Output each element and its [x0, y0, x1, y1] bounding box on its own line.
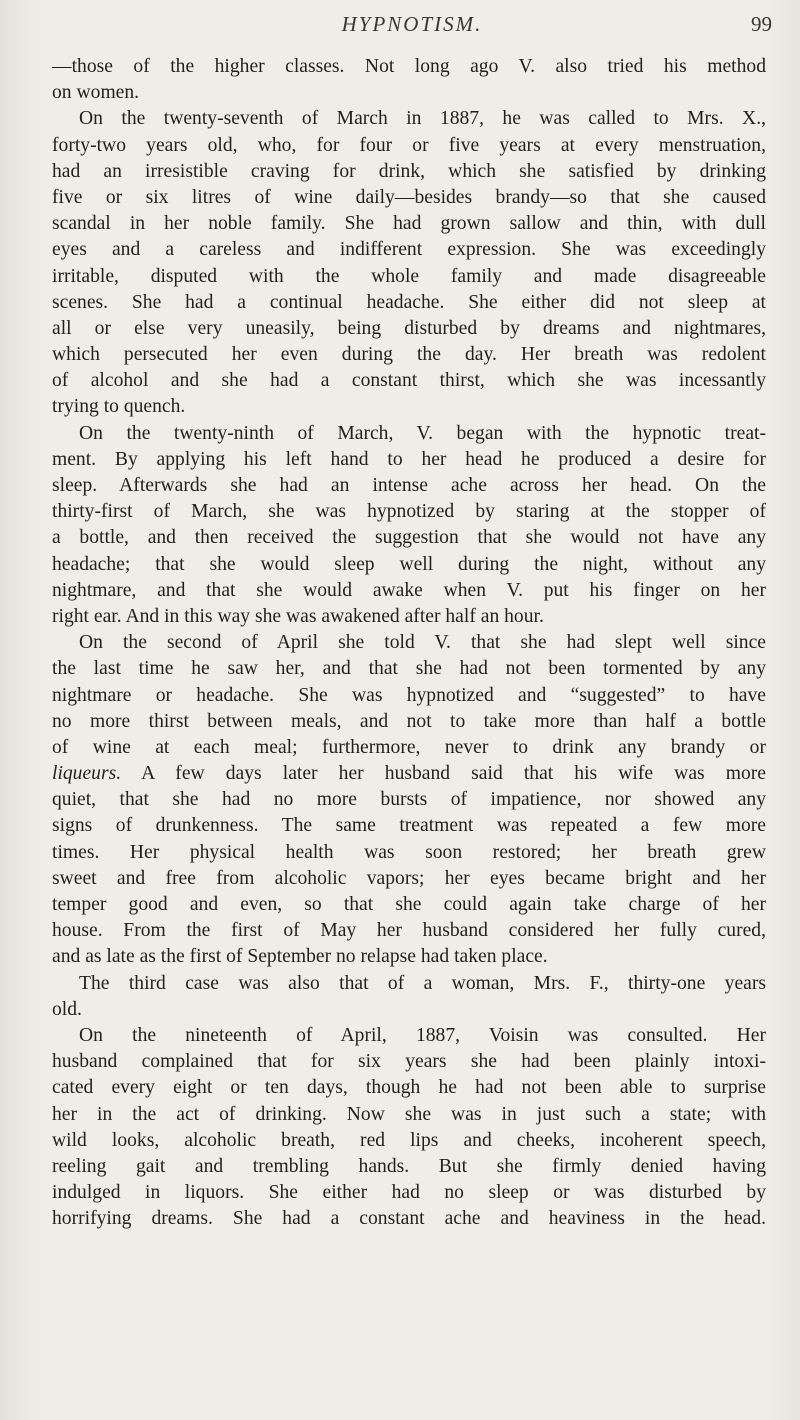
text-line: and as late as the first of September no relapse had taken place. [52, 946, 548, 968]
text-line: ment. By applying his left hand to her head he produced a desire for [52, 448, 766, 470]
text-line: of alcohol and she had a constant thirst, which she was incessantly [52, 370, 766, 392]
text-line: all or else very uneasily, being disturbed by dreams and nightmares, [52, 317, 766, 339]
running-title: HYPNOTISM. [341, 12, 483, 36]
text-line: no more thirst between meals, and not to take more than half a bottle [52, 710, 766, 732]
text-line: eyes and a careless and indifferent expression. She was exceedingly [52, 239, 766, 261]
italic-word: liqueurs. [52, 763, 122, 785]
text-line: times. Her physical health was soon restored; her breath grew [52, 841, 766, 863]
text-line: sleep. Afterwards she had an intense ache across her head. On the [52, 475, 766, 496]
text-line: nightmare or headache. She was hypnotized and “suggested” to have [52, 684, 766, 706]
text-line: house. From the first of May her husband considered her fully cured, [52, 920, 766, 942]
text-line: trying to quench. [52, 396, 186, 418]
text-line: quiet, that she had no more bursts of impatience, nor showed any [52, 789, 766, 811]
text-line: old. [52, 998, 82, 1020]
text-line: reeling gait and trembling hands. But she firmly denied having [52, 1155, 766, 1177]
text-line: sweet and free from alcoholic vapors; her eyes became bright and her [52, 867, 766, 889]
text-line: signs of drunkenness. The same treatment was repeated a few more [52, 815, 766, 837]
text-line: On the second of April she told V. that she had slept well since [79, 632, 766, 654]
text-line: On the twenty-seventh of March in 1887, he was called to Mrs. X., [79, 108, 766, 130]
text-line: On the twenty-ninth of March, V. began with the hypnotic treat- [79, 422, 766, 444]
text-line: had an irresistible craving for drink, which she satisfied by drinking [52, 160, 766, 182]
text-line: on women. [52, 82, 140, 104]
text-line: wild looks, alcoholic breath, red lips and cheeks, incoherent speech, [52, 1129, 766, 1151]
text-line: husband complained that for six years she had been plainly intoxi- [52, 1051, 766, 1073]
text-line: her in the act of drinking. Now she was in just such a state; with [52, 1103, 766, 1125]
text-line: right ear. And in this way she was awakened after half an hour. [52, 605, 544, 627]
text-line: which persecuted her even during the day. Her breath was redolent [52, 344, 766, 366]
text-line: of wine at each meal; furthermore, never to drink any brandy or [52, 736, 766, 758]
text-line: cated every eight or ten days, though he had not been able to surprise [52, 1077, 766, 1099]
text-line: thirty-first of March, she was hypnotized by staring at the stopper of [52, 501, 766, 523]
text-line: horrifying dreams. She had a constant ache and heaviness in the head. [52, 1208, 766, 1230]
text-line: nightmare, and that she would awake when V. put his finger on her [52, 579, 766, 601]
text-line: —those of the higher classes. Not long ago V. also tried his method [52, 56, 766, 77]
text-line: scenes. She had a continual headache. She either did not sleep at [52, 291, 766, 313]
text-line: The third case was also that of a woman, Mrs. F., thirty-one years [79, 972, 766, 994]
text-line: five or six litres of wine daily—besides brandy—so that she caused [52, 186, 766, 208]
page-header [52, 12, 772, 46]
text-line: headache; that she would sleep well during the night, without any [52, 553, 766, 575]
text-line: scandal in her noble family. She had grown sallow and thin, with dull [52, 213, 766, 235]
text-line: On the nineteenth of April, 1887, Voisin was consulted. Her [79, 1024, 766, 1046]
page-number: 99 [751, 12, 772, 36]
text-line: the last time he saw her, and that she had not been tormented by any [52, 658, 766, 680]
text-line: irritable, disputed with the whole family and made disagreeable [52, 265, 766, 287]
text-line: a bottle, and then received the suggestion that she would not have any [52, 527, 766, 549]
text-line: temper good and even, so that she could again take charge of her [52, 894, 766, 915]
text-line [52, 761, 766, 787]
body-text [52, 54, 766, 1232]
text-line: forty-two years old, who, for four or five years at every menstruation, [52, 134, 766, 156]
text-segment: A few days later her husband said that his wife was more [121, 763, 766, 785]
text-line: indulged in liquors. She either had no sleep or was disturbed by [52, 1182, 766, 1204]
